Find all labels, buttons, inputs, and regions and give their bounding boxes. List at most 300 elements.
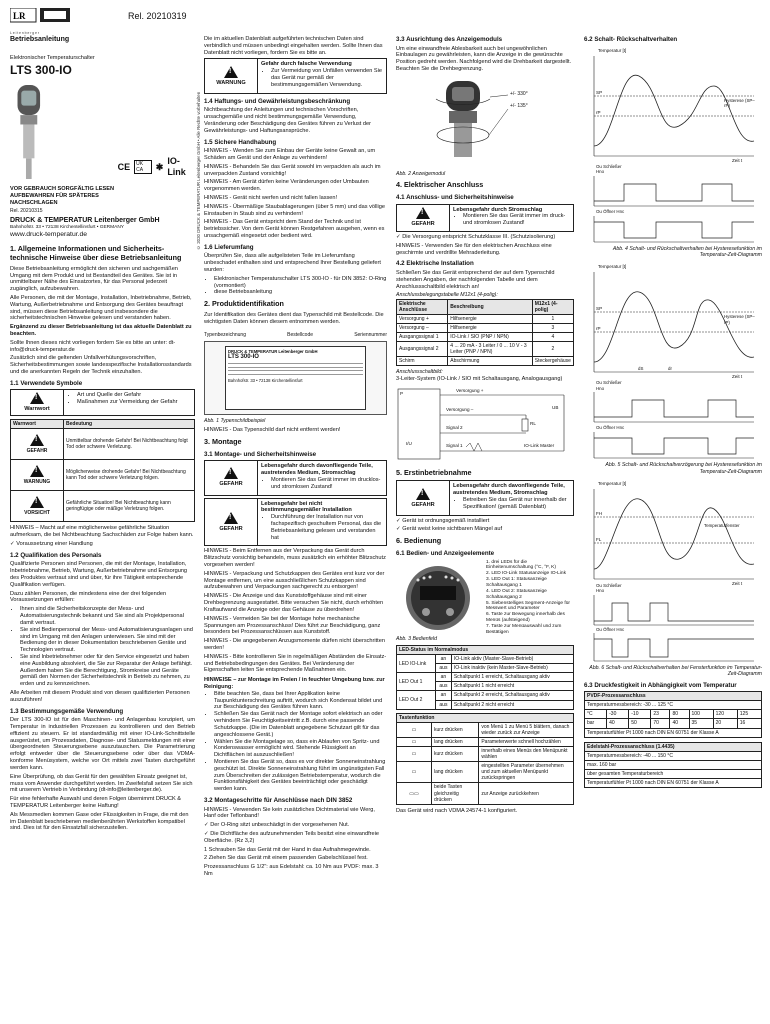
warn-item: • Zur Vermeidung von Unfällen verwenden Sie das Gerät nur gemäß der bestimmungsgemäßen Verwendung. <box>271 68 383 88</box>
out-no-label: Ou Schließer Hno <box>596 380 622 391</box>
steel-table <box>584 742 762 788</box>
cell: 40 <box>607 719 629 728</box>
fig2-caption: Abb. 2 Anzeigemodul <box>396 170 446 177</box>
cell: aus <box>436 682 452 691</box>
step-text: Der O-Ring sitzt unbeschädigt in der vorgesehenen Nut. <box>210 822 350 829</box>
company-name: DRUCK & TEMPERATUR Leitenberger GmbH <box>10 216 160 224</box>
s1-p5: Zusätzlich sind die geltenden Unfallverhütungsvorschriften, Sicherheitsbestimmungen sowie landesspezifische Installationsstandards und die anerkannten Regeln der Technik einzuhalten. <box>10 355 192 376</box>
cell: IO-Link inaktiv (kein Master-Slave-Betrieb) <box>451 664 573 673</box>
s2-p: Zur Identifikation des Gerätes dient das Typenschild mit Bestellcode. Die wichtigsten Daten können diesem entnommen werden. <box>204 312 384 325</box>
section-4-title: 4. Elektrischer Anschluss <box>396 180 484 190</box>
word: VORSICHT <box>24 510 50 517</box>
out-no-label: Ou Schließer Hno <box>596 582 622 594</box>
table-row <box>397 342 574 357</box>
table-row <box>11 491 195 522</box>
cell: an <box>436 655 452 664</box>
cell: Abschirmung <box>448 357 532 366</box>
section-1-4-title: 1.4 Haftungs- und Gewährleistungsbeschränkung <box>204 97 351 105</box>
gefahr-box-1 <box>204 460 387 495</box>
cell: 100 <box>689 710 713 719</box>
cell: 70 <box>651 719 670 728</box>
fig6-caption: Abb. 6 Schalt- und Rückschaltverhalten bei Fensterfunktion im Temperatur-Zeit-Diagramm <box>589 664 762 678</box>
table-row <box>397 333 574 342</box>
cell: Parameterwerte schnell hochzählen <box>479 737 574 746</box>
list-item: • Wählen Sie die Montagelage so, dass ein Ablaufen von Spritz- und Kondenswasser ermöglicht wird. Stehende Flüssigkeit an Dichtflächen ist auszuschließen! <box>214 739 387 759</box>
warn-title: Gefahr durch falsche Verwendung <box>261 61 352 68</box>
axis-temp-label: Temperatur [t] <box>598 47 627 53</box>
table-row <box>585 719 762 728</box>
legend-item: 4. LED Out 2: Statusanzeige Schaltausgang 2 <box>486 588 547 600</box>
check-label: Voraussetzung einer Handlung <box>16 541 93 547</box>
wiring-label: UB <box>552 404 559 410</box>
cell: aus <box>436 700 452 709</box>
product-name: LTS 300-IO <box>10 63 72 78</box>
g2-title: Lebensgefahr bei nicht bestimmungsgemäßer Installation <box>261 500 352 514</box>
wiring-diagram <box>396 385 574 465</box>
section-1-1-title: 1.1 Verwendete Symbole <box>10 379 83 387</box>
fig4-diagram <box>584 46 762 246</box>
misuse-warnbox <box>204 58 387 93</box>
cell: von Menü 1 zu Menü 5 blättern, danach wieder zurück zur Anzeige <box>479 722 574 737</box>
s1-p2: Alle Personen, die mit der Montage, Installation, Inbetriebnahme, Betrieb, Wartung, Außerbetriebnahme und Entsorgung des Gerätes beauftragt sind, müssen diese Betriebsanleitung und insbesondere die sicherheitstechnischen Hinweise gelesen und verstanden haben. <box>10 294 192 322</box>
t1-note: Temperaturfühler Pt 1000 nach DIN EN 60751 der Klasse A <box>585 728 762 737</box>
table-row <box>397 783 574 804</box>
list-item: • Sie sind Inbetriebnehmer oder für den Service eingesetzt und haben eine Ausbildung absolviert, die Sie zur Reparatur der Anlage befähigt. Außerdem haben Sie die Berechtigung, Stromkreise und Geräte gemäß den Normen der Sicherheitstechnik in Betrieb zu nehmen, zu erden und zu kennzeichnen. <box>20 654 195 688</box>
label-callouts <box>204 332 387 338</box>
key-table <box>396 713 574 805</box>
column-2 <box>204 36 387 880</box>
key-icon: ▭ <box>397 722 432 737</box>
s13-p4: Als Messmedien kommen Gase oder Flüssigkeiten in Frage, die mit den im Datenblatt beschriebenen medienberührten Werkstoffen kompatibel sind. Dies ist für den Einsatzfall sicherzustellen. <box>10 811 189 832</box>
cell: 16 <box>737 719 761 728</box>
cell: Hilfsenergie <box>448 314 532 323</box>
warning-triangle-icon <box>224 66 238 78</box>
sp-label: SP <box>596 89 603 95</box>
rel2: Rel. 20210315 <box>10 208 43 215</box>
cell: 50 <box>629 719 651 728</box>
warning-triangle-icon <box>416 488 430 500</box>
sp-label: SP <box>596 306 603 312</box>
ukca-mark: UK CA <box>134 160 152 174</box>
th-word: Warnwort <box>11 420 64 429</box>
fig1-caption: Abb. 1 Typenschildbeispiel <box>204 417 266 424</box>
cell: LED IO-Link <box>397 655 436 673</box>
legend-item: 7. Taste zur Menüauswahl und zum Bestätigen <box>486 623 562 635</box>
c2-intro: Die im aktuellen Datenblatt aufgeführten technischen Daten sind verbindlich und müssen unbedingt eingehalten werden. Sollte Ihnen das Datenblatt nicht vorliegen, fordern Sie es bitte an. <box>204 36 383 56</box>
section-6-title: 6. Bedienung <box>396 536 442 546</box>
s42-p: Schließen Sie das Gerät entsprechend der auf dem Typenschild stehenden Angaben, der nachfolgenden Tabelle und dem Anschlussschaltbild elektrisch an! <box>396 269 555 290</box>
warn-item: • Maßnahmen zur Vermeidung der Gefahr <box>77 399 191 406</box>
cell: an <box>436 691 452 700</box>
wiring-label: I/U <box>406 440 412 446</box>
word: GEFAHR <box>26 448 48 455</box>
cell: -10 <box>629 710 651 719</box>
panel-figure-row <box>396 560 574 636</box>
ce-mark: CE <box>117 161 131 172</box>
label-line: Bahnhofstr. 33 • 72138 Kirchentellinsfurt <box>228 378 303 384</box>
s31-p3: HINWEIS - Die Anzeige und das Kunststoffgehäuse sind mit einer Drehbegrenzung ausgestattet. Bitte versuchen Sie nicht, durch erhöhten Kraftaufwand die Anzeige oder das Gehäuse zu überdrehen! <box>204 593 384 613</box>
list-item: • Bitte beachten Sie, dass bei Ihrer Applikation keine Taupunktunterschreitung auftritt, wodurch sich Kondensat bildet und zur Beschädigung des Gerätes führen kann. <box>214 691 387 711</box>
cell: Schaltpunkt 2 erreicht, Schaltausgang aktiv <box>451 691 573 700</box>
column-4 <box>584 36 762 788</box>
key-icon: ▭▭ <box>397 783 432 804</box>
company-website[interactable]: www.druck-temperatur.de <box>10 230 88 238</box>
instr-title: Betriebsanleitung <box>10 36 70 43</box>
t1-head: PVDF-Prozessanschluss <box>585 692 762 701</box>
time-label: Zeit t <box>732 374 743 380</box>
s12-p1: Qualifizierte Personen sind Personen, die mit der Montage, Installation, Inbetriebnahme, Betrieb, Wartung, Außerbetriebnahme und Entsorgung des Produktes vertraut sind und über, für ihre Tätigkeit entsprechende Qualifikation verfügen. <box>10 561 188 588</box>
section-3-title: 3. Montage <box>204 436 242 446</box>
g-title: Lebensgefahr durch Stromschlag <box>453 206 543 213</box>
s16-p: Überprüfen Sie, dass alle aufgelisteten Teile im Lieferumfang unbeschadet enthalten sind und entsprechend Ihrer Bestellung geliefert wurden: <box>204 253 381 273</box>
s31-p5: HINWEIS - Die angegebenen Anzugsmomente dürfen nicht überschritten werden! <box>204 638 385 651</box>
legend-item: 6. Taste zur Bewegung innerhalb des Menüs (aufsteigend) <box>486 612 565 624</box>
warning-triangle-icon <box>30 465 44 477</box>
table-row <box>397 655 574 664</box>
cell: kurz drücken <box>432 722 479 737</box>
s15-h4: HINWEIS - Gerät nicht werfen und nicht fallen lassen! <box>204 194 338 201</box>
out-nc-label: Ou Öffner Hnc <box>596 626 625 632</box>
meaning: Gefährliche Situation! Bei Nichtbeachtung kann geringfügige oder mäßige Verletzung folgen. <box>64 491 195 522</box>
table-row <box>397 691 574 700</box>
out-no-label: Ou Schließer Hno <box>596 163 622 174</box>
s31-p6: HINWEIS - Bitte kontrollieren Sie in regelmäßigen Abständen die Einsatz- und Betriebsbedingungen des Gerätes. Bei Veränderung der Eigenschaften leiten Sie entsprechende Maßnahmen ein. <box>204 653 387 674</box>
signal-word-table <box>10 419 195 522</box>
s15-h1: HINWEIS - Wenden Sie zum Einbau der Geräte keine Gewalt an, um Schäden am Gerät und der Anlage zu verhindern! <box>204 148 376 161</box>
s1-p4: Sollte Ihnen dieses nicht vorliegen fordern Sie es bitte an unter: dt-info@druck-temperatur.de <box>10 339 176 353</box>
wiring-sub: 3-Leiter-System (IO-Link / SIO mit Schaltausgang, Analogausgang) <box>396 375 563 382</box>
cell: 120 <box>713 710 737 719</box>
cell: max. 160 bar <box>585 760 762 769</box>
cell: LED Out 2 <box>397 691 436 709</box>
list-item: • diese Betriebsanleitung <box>214 289 387 296</box>
sensor-photo <box>10 82 48 182</box>
gefahr-box <box>396 204 574 232</box>
meaning: Möglicherweise drohende Gefahr! Bei Nichtbeachtung kann Tod oder schwere Verletzung folgen. <box>64 460 195 491</box>
cell: 20 <box>713 719 737 728</box>
section-1-title: 1. Allgemeine Informationen und Sicherheits- technische Hinweise über diese Betriebsanleitung <box>10 244 182 262</box>
g1-text: • Montieren Sie das Gerät immer im drucklos- und stromlosen Zustand! <box>271 477 383 491</box>
check: ✓ Gerät weist keine sichtbaren Mängel auf <box>396 526 503 533</box>
s32-p: HINWEIS - Verwenden Sie kein zusätzliches Dichtmaterial wie Werg, Hanf oder Teflonband! <box>204 806 375 820</box>
legend-item: 1. drei LEDs für die Einheitenumschaltung (°C, °F, K) <box>486 559 556 571</box>
table-row <box>397 324 574 333</box>
key-icon: ▭ <box>397 762 432 783</box>
table-row <box>11 460 195 491</box>
s14-p: Nichtbeachtung der Anleitungen und technischen Vorschriften, unsachgemäße und nicht bestimmungsgemäße Verwendung, Veränderung oder Beschädigung des Gerätes führen zu Verlust der Gewährleistungs- und Haftungsansprüche. <box>204 107 371 134</box>
table-row <box>585 710 762 719</box>
svg-text:LR: LR <box>13 11 26 21</box>
step: ✓ Die Dichtfläche des aufzunehmenden Teils besitzt eine einwandfreie Oberfläche. (Rz 3,2) <box>204 831 379 844</box>
s13-p2: Eine Überprüfung, ob das Gerät für den gewählten Einsatz geeignet ist, muss vom Anwender durchgeführt werden. Im Zweifelsfall setzen Sie sich mit unserem Vertrieb in Verbindung (dt-info@leitenberger.de). <box>10 773 193 794</box>
control-panel-figure <box>396 560 482 632</box>
iolink-icon: ✱ <box>155 161 164 172</box>
cell: 125 <box>737 710 761 719</box>
table-row <box>397 722 574 737</box>
cell: lang drücken <box>432 762 479 783</box>
led-head: LED-Status im Normalmodus <box>397 645 574 654</box>
warning-triangle-icon <box>224 512 238 524</box>
section-4-2-title: 4.2 Elektrische Installation <box>396 260 474 268</box>
wiring-label: Signal 2 <box>446 424 463 430</box>
step: 1 Schrauben Sie das Gerät mit der Hand in das Aufnahmegewinde. <box>204 846 371 853</box>
rp-label: rP <box>596 326 601 332</box>
check-text: Gerät ist ordnungsgemäß installiert <box>402 517 490 524</box>
s1-p1: Diese Betriebsanleitung ermöglicht den sicheren und sachgemäßen Umgang mit dem Produkt und ist Bestandteil des Gerätes. Sie ist in unmittelbarer Nähe des Einsatzortes, für das Personal jederzeit zugänglich, aufzubewahren. <box>10 265 178 293</box>
cell: innerhalb eines Menüs den Menüpunkt wählen <box>479 746 574 761</box>
g2-text: • Durchführung der Installation nur von fachspezifisch geschultem Personal, das die Betriebsanleitung gelesen und verstanden hat <box>271 514 383 541</box>
outdoor-title: HINWEISE – zur Montage im Freien / in feuchter Umgebung bzw. zur Reinigung: <box>204 677 385 690</box>
fig3-caption: Abb. 3 Bedienfeld <box>396 635 437 642</box>
product-images <box>10 82 195 182</box>
cell: Schirm <box>397 357 448 366</box>
label-line: LTS 300-IO <box>228 353 259 360</box>
t1-range: Temperaturmessbereich: -30 ... 125 °C <box>585 701 762 710</box>
cell: lang drücken <box>432 737 479 746</box>
fig5-diagram <box>584 262 762 462</box>
fig6-diagram <box>584 479 762 665</box>
wiring-label: IO-Link Master <box>524 442 555 448</box>
check-text: Gerät weist keine sichtbaren Mängel auf <box>402 526 503 533</box>
section-6-1-title: 6.1 Bedien- und Anzeigeelemente <box>396 550 495 558</box>
key-icon: ▭ <box>397 746 432 761</box>
th: Elektrische Anschlüsse <box>397 299 448 314</box>
brand-tagline: Leitenberger <box>10 30 40 35</box>
storage-note: VOR GEBRAUCH SORGFÄLTIG LESEN AUFBEWAHREN FÜR SPÄTERES NACHSCHLAGEN <box>10 185 115 206</box>
cell: Steckergehäuse <box>532 357 573 366</box>
check: ✓ Gerät ist ordnungsgemäß installiert <box>396 517 490 524</box>
time-label: Zeit t <box>732 580 743 586</box>
meaning: Unmittelbar drohende Gefahr! Bei Nichtbeachtung folgt Tod oder schwere Verletzung. <box>64 429 195 460</box>
vdma-note: Das Gerät wird nach VDMA 24574-1 konfiguriert. <box>396 807 518 814</box>
angle-label-1: +/- 330° <box>510 90 528 97</box>
gefahr-box-2 <box>204 498 387 547</box>
cell: Schaltpunkt 1 nicht erreicht <box>451 682 573 691</box>
section-1-6-title: 1.6 Lieferumfang <box>204 243 254 251</box>
s12-p3: Alle Arbeiten mit diesem Produkt sind von diesen qualifizierten Personen auszuführen! <box>10 690 190 703</box>
table-row <box>585 760 762 769</box>
table-row <box>397 737 574 746</box>
th: Beschreibung <box>448 299 532 314</box>
cell: bar <box>585 719 607 728</box>
list-item: • Ihnen sind die Sicherheitskonzepte der Mess- und Automatisierungstechnik bekannt und Sie sind als Projektpersonal damit vertraut. <box>20 606 195 626</box>
s15-h5: HINWEIS - Übermäßige Staubablagerungen (über 5 mm) und das völlige Einstauben in Staub sind zu verhindern! <box>204 203 385 217</box>
cell: 2 <box>532 342 573 357</box>
wiring-label: Signal 1 <box>446 442 463 448</box>
legend-item: 3. LED Out 1: Statusanzeige Schaltausgang 1 <box>486 577 547 588</box>
section-3-1-title: 3.1 Montage- und Sicherheitshinweise <box>204 450 317 458</box>
warnword: GEFAHR <box>219 481 243 488</box>
cell: °C <box>585 710 607 719</box>
t2-head: Edelstahl-Prozessanschluss (1.4435) <box>585 742 762 751</box>
axis-temp-label: Temperatur [t] <box>598 264 627 270</box>
th-meaning: Bedeutung <box>64 420 195 429</box>
list-item: • Elektronischer Temperaturschalter LTS 300-IO - für DIN 3852: O-Ring (vormontiert) <box>214 276 387 290</box>
cell: Schaltpunkt 1 erreicht, Schaltausgang aktiv <box>451 673 573 682</box>
step: ✓ Der O-Ring sitzt unbeschädigt in der vorgesehenen Nut. <box>204 822 350 829</box>
cell: IO-Link / SIO (PNP / NPN) <box>448 333 532 342</box>
key-head: Tastenfunktion <box>397 713 574 722</box>
table-row <box>585 779 762 788</box>
cell: Temperaturfühler Pt 1000 nach DIN EN 60751 der Klasse A <box>585 779 762 788</box>
cell: Versorgung – <box>397 324 448 333</box>
cell: kurz drücken <box>432 746 479 761</box>
s41-hinweis: HINWEIS - Verwenden Sie für den elektrischen Anschluss eine geschirmte und verdrillte Mehraderleitung. <box>396 242 552 256</box>
legend-item: 5. Siebenstelliges Segment-Anzeige für Messwert und Parameter <box>486 600 570 612</box>
table-row <box>11 429 195 460</box>
g-text: • Montieren Sie das Gerät immer im druck- und stromlosen Zustand! <box>463 213 570 227</box>
cell: über gesamten Temperaturbereich <box>585 769 762 778</box>
warning-triangle-icon <box>416 207 430 219</box>
label-line: DRUCK & TEMPERATUR Leitenberger GmbH <box>228 348 318 354</box>
cell: aus <box>436 664 452 673</box>
cell: 23 <box>651 710 670 719</box>
cell: Hilfsenergie <box>448 324 532 333</box>
pvdf-table <box>584 691 762 737</box>
s15-h2: HINWEIS - Behandeln Sie das Gerät sowohl im verpackten als auch im unverpackten Zustand vorsichtig! <box>204 163 381 177</box>
section-6-3-title: 6.3 Druckfestigkeit in Abhängigkeit vom Temperatur <box>584 681 737 689</box>
cell: Ausgangssignal 2 <box>397 342 448 357</box>
axis-temp-label: Temperatur [t] <box>598 480 627 486</box>
cell: 80 <box>670 710 689 719</box>
hinweis-def: HINWEIS – Macht auf eine möglicherweise gefährliche Situation aufmerksam, die bei Nichtbeachtung Sachschäden zur Folge haben kann. <box>10 525 194 539</box>
table-row <box>397 357 574 366</box>
cell: 1 <box>532 314 573 323</box>
section-2-title: 2. Produktidentifikation <box>204 299 284 309</box>
warnword: GEFAHR <box>411 221 435 228</box>
g5-text: • Betreiben Sie das Gerät nur innerhalb der Spezifikation! (gemäß Datenblatt) <box>463 497 570 511</box>
cell: an <box>436 673 452 682</box>
callout: Seriennummer <box>354 331 387 338</box>
s31-p1: HINWEIS - Beim Entfernen aus der Verpackung das Gerät durch Blitzschutz vorsichtig behandeln, muss zusätzlich ein erhöhter Blitzschutz vorgesehen werden! <box>204 548 386 568</box>
table-row <box>585 769 762 778</box>
section-6-2-title: 6.2 Schalt- Rückschaltverhalten <box>584 36 678 43</box>
column-3 <box>396 36 574 817</box>
angle-label-2: +/- 135° <box>510 102 528 109</box>
s2-hinweis: HINWEIS - Das Typenschild darf nicht entfernt werden! <box>204 427 341 434</box>
section-1-3-title: 1.3 Bestimmungsgemäße Verwendung <box>10 707 124 715</box>
out-nc-label: Ou Öffner Hnc <box>596 425 625 431</box>
callout: Bestellcode <box>287 331 314 338</box>
s13-p3: Für eine fehlerhafte Auswahl und deren Folgen übernimmt DRUCK & TEMPERATUR Leitenberger keine Haftung! <box>10 796 182 809</box>
cell: -30 <box>607 710 629 719</box>
release-label: Rel. 20210319 <box>128 11 187 21</box>
warnword: WARNUNG <box>216 79 246 86</box>
section-3-3-title: 3.3 Ausrichtung des Anzeigemoduls <box>396 36 503 43</box>
table-row <box>397 746 574 761</box>
cell: Ausgangssignal 1 <box>397 333 448 342</box>
list-item: • Montieren Sie das Gerät so, dass es vor direkter Sonneneinstrahlung geschützt ist. Direkte Sonneneinstrahlung führt im ungünstigsten Fall zum Überschreiten der zulässigen Betriebstemperatur, wodurch die Funktionsfähigkeit des Gerätes beeinträchtigt oder geschädigt werden kann. <box>214 759 387 793</box>
cell: 3 <box>532 324 573 333</box>
product-type: Elektronischer Temperaturschalter <box>10 54 95 61</box>
section-1-2-title: 1.2 Qualifikation des Personals <box>10 551 102 559</box>
display-module-figure <box>396 75 574 171</box>
warn-item: • Art und Quelle der Gefahr <box>77 392 191 399</box>
company-address: Bahnhofstr. 33 • 72138 Kirchentellinsfurt • GERMANY <box>10 225 125 231</box>
cell: zur Anzeige zurückkehren <box>479 783 574 804</box>
section-3-2-title: 3.2 Montageschritte für Anschlüsse nach DIN 3852 <box>204 797 353 804</box>
warnword: GEFAHR <box>411 501 435 508</box>
fl-label: FL <box>596 536 602 542</box>
s33-p: Um eine einwandfreie Ablesbarkeit auch bei ungewöhnlichen Einbaulagen zu gewährleisten, kann die Anzeige in die gewünschte Position gedreht werden. Nachfolgend wird die Drehbarkeit dargestellt. Beachten Sie die Drehbegrenzung. <box>396 45 572 72</box>
cell: Versorgung + <box>397 314 448 323</box>
g1-title: Lebensgefahr durch davonfliegende Teile, austretendes Medium, Stromschlag <box>261 463 373 477</box>
check: ✓ Die Versorgung entspricht Schutzklasse III. (Schutzisolierung) <box>396 233 556 240</box>
warnword-label: Warnwort <box>24 406 50 413</box>
out-nc-label: Ou Öffner Hnc <box>596 208 625 214</box>
warnword: GEFAHR <box>219 525 243 532</box>
gefahr-box-5 <box>396 480 574 515</box>
wiring-label: Versorgung + <box>456 387 484 393</box>
s1-p3: Ergänzend zu dieser Betriebsanleitung ist das aktuelle Datenblatt zu beachten. <box>10 324 192 338</box>
wiring-title: Anschlussschaltbild: <box>396 369 443 376</box>
t2-range: Temperaturmessbereich: -40 ... 150 °C <box>585 751 762 760</box>
column-1 <box>10 36 195 834</box>
s13-p1: Der LTS 300-IO ist für den Maschinen- und Anlagenbau konzipiert, um Temperatur in industriellen Prozessen zu kontrollieren und den Betrieb effizient zu steuern. Er ist standardmäßig mit einer IO-Link-Schnittstelle ausgerüstet, um Prozessdaten, Diagnose- und Statusmeldungen mit einer übergeordneten Steuerungsebene auszutauschen. Die Parametrierung erfolgt entweder über die Steuerungsebene oder über das VDMA-konforme Menüsystem, welche vor Ort mittels zwei Tasten durchgeführt werden kann. <box>10 717 195 771</box>
type-label-figure <box>204 341 387 415</box>
wiring-label: RL <box>530 420 536 426</box>
led-table <box>396 645 574 710</box>
ds-label: dS <box>638 366 644 372</box>
cell: beide Tasten gleichzeitig drücken <box>432 783 479 804</box>
cell: eingestellten Parameter übernehmen und zum aktuellen Menüpunkt zurückspringen <box>479 762 574 783</box>
brand-logo <box>10 8 72 35</box>
cell: 4 ... 20 mA - 3 Leiter / 0 ... 10 V - 3 Leiter (PNP / NPN) <box>448 342 532 357</box>
section-5-title: 5. Erstinbetriebnahme <box>396 467 472 477</box>
fig4-caption: Abb. 4 Schalt- und Rückschaltverhalten bei Hysteresefunktion im Temperatur-Zeit-Diagramm <box>612 245 762 258</box>
s31-p4: HINWEIS - Vermeiden Sie bei der Montage hohe mechanische Spannungen am Prozessanschluss! Dies führt zur Beschädigung, ganz besonders bei Prozessanschlüssen aus Kunststoff. <box>204 615 381 636</box>
iolink-label: IO-Link <box>167 156 186 177</box>
table-row <box>397 314 574 323</box>
th: M12x1 (4-polig) <box>532 299 573 314</box>
legend-item: 2. LED IO-Link Statusanzeige IO-Link <box>486 571 566 577</box>
conn-caption: Anschlussbelegungstabelle M12x1 (4-polig): <box>396 292 498 299</box>
symbol-warnbox <box>10 389 195 416</box>
wiring-label: Versorgung – <box>446 406 474 412</box>
warning-triangle-icon <box>30 496 44 508</box>
cell: LED Out 1 <box>397 673 436 691</box>
step-text: Die Dichtfläche des aufzunehmenden Teils besitzt eine einwandfreie Oberfläche. (Rz 3,2) <box>204 831 379 844</box>
connection-table <box>396 299 574 367</box>
rp-label: rP <box>596 109 601 115</box>
list-item: • Sie sind Bedienpersonal der Mess- und Automatisierungsanlagen und sind im Umgang mit den Anlagen unterwiesen. Sie sind mit der Bedienung der in dieser Dokumentation beschriebenen Geräte und Technologien vertraut. <box>20 627 195 654</box>
s15-h6: HINWEIS - Das Gerät entspricht dem Stand der Technik und ist betriebssicher. Von dem Gerät können Restgefahren ausgehen, wenn es unsachgemäß eingesetzt oder bedient wird. <box>204 219 385 239</box>
hysterese-label: Hysterese (SP–rP) <box>724 97 755 108</box>
s15-h3: HINWEIS - Am Gerät dürfen keine Veränderungen oder Umbauten vorgenommen werden. <box>204 179 369 193</box>
side-copyright: © 2020 DRUCK & TEMPERATUR Leitenberger GmbH • Alle Rechte vorbehalten <box>196 91 201 250</box>
wiring-label: P <box>400 390 404 396</box>
check-def: ✓ Voraussetzung einer Handlung <box>10 541 93 547</box>
s12-p2: Dazu zählen Personen, die mindestens eine der drei folgenden Voraussetzungen erfüllen: <box>10 590 167 604</box>
dr-label: dr <box>668 366 672 372</box>
g5-title: Lebensgefahr durch davonfliegende Teile, austretendes Medium, Stromschlag <box>453 483 565 497</box>
table-row <box>397 673 574 682</box>
key-icon: ▭ <box>397 737 432 746</box>
hysterese-label: Hysterese (SP–rP) <box>724 314 755 325</box>
section-4-1-title: 4.1 Anschluss- und Sicherheitshinweise <box>396 193 514 201</box>
table-row <box>397 762 574 783</box>
word: WARNUNG <box>23 479 51 486</box>
callout: Typenbezeichnung <box>204 331 246 338</box>
warning-triangle-icon <box>30 434 44 446</box>
section-1-5-title: 1.5 Sichere Handhabung <box>204 138 277 146</box>
fh-label: FH <box>596 510 603 516</box>
legend-list <box>482 560 574 636</box>
check-text: Die Versorgung entspricht Schutzklasse III. (Schutzisolierung) <box>402 233 556 240</box>
list-item: • Schließen Sie das Gerät nach der Montage sofort elektrisch an oder verhindern Sie Feuchtigkeitseintritt z.B. durch eine passende Schutzkappe. (Die im Datenblatt angegebene Schutzart gilt für das angeschlossene Gerät.) <box>214 711 387 738</box>
s31-p2: HINWEIS - Verpackung und Schutzkappen des Gerätes erst kurz vor der Montage entfernen, um eine ausschließlichen Schutzkappen sind aufzubewahren und Verpackungen sachgerecht zu entsorgen! <box>204 570 385 591</box>
step: Prozessanschluss G 1/2": aus Edelstahl: ca. 10 Nm aus PVDF: max. 3 Nm <box>204 864 379 878</box>
